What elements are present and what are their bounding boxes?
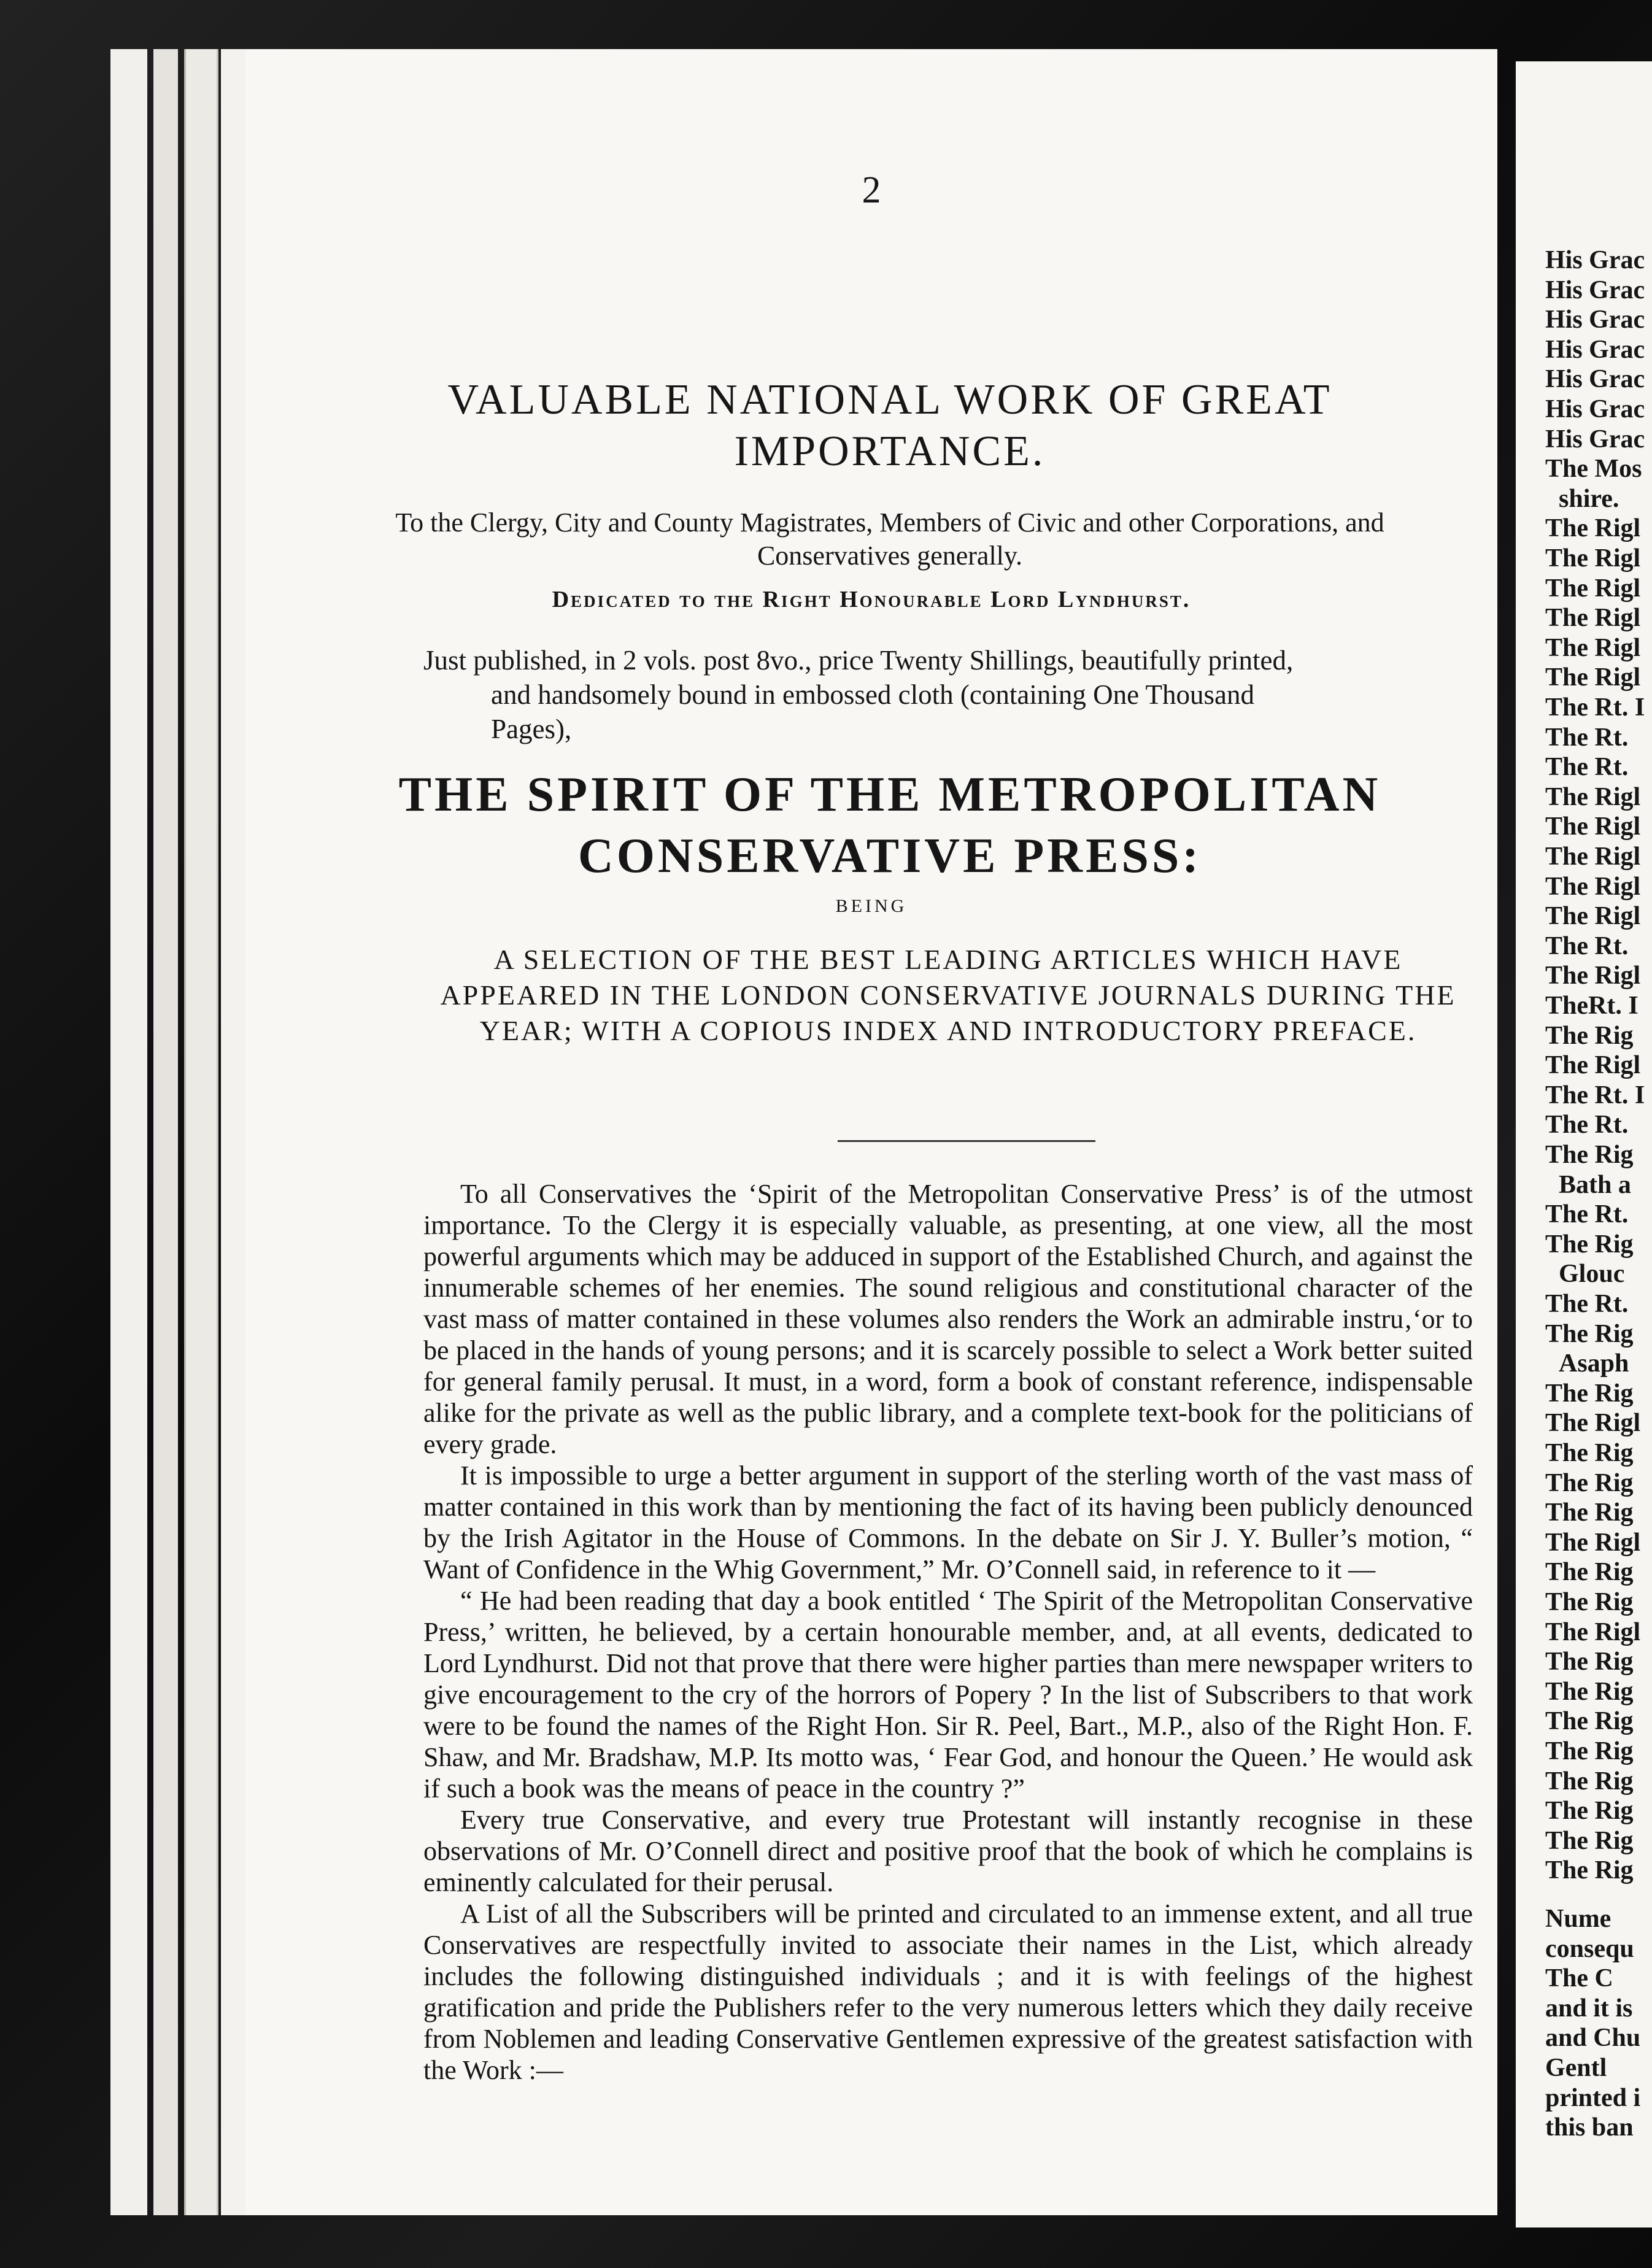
facing-page	[1516, 61, 1652, 2228]
book-title: THE SPIRIT OF THE METROPOLITAN CONSERVATIVE PRESS:	[398, 768, 1381, 883]
facing-page-line: The Rigl	[1545, 962, 1641, 990]
facing-page-line: and Chu	[1545, 2024, 1641, 2053]
facing-page-line: Asaph	[1559, 1349, 1629, 1378]
heading: VALUABLE NATIONAL WORK OF GREAT IMPORTANCE.	[447, 376, 1332, 475]
facing-page-line: The Rigl	[1545, 574, 1641, 603]
facing-page-line: The Rigl	[1545, 544, 1641, 573]
facing-page-line: The Rig	[1545, 1648, 1634, 1676]
facing-page-line: The Rig	[1545, 1797, 1634, 1826]
facing-page-line: His Grac	[1545, 306, 1645, 334]
facing-page-line: The Rigl	[1545, 843, 1641, 871]
facing-page-line: The Rt.	[1545, 1290, 1629, 1318]
facing-page-line: printed i	[1545, 2083, 1641, 2112]
facing-page-line: The Rigl	[1545, 902, 1641, 931]
publication-details	[423, 643, 1467, 746]
facing-page-line: The Rigl	[1545, 812, 1641, 841]
facing-page-line: The Rigl	[1545, 604, 1641, 633]
facing-page-line: The Rigl	[1545, 782, 1641, 811]
book-edge-inner	[221, 49, 247, 2215]
facing-page-line: His Grac	[1545, 395, 1645, 423]
facing-page-line: The Rig	[1545, 1707, 1634, 1736]
facing-page-line: His Grac	[1545, 276, 1645, 304]
paragraph: To all Conservatives the ‘Spirit of the Metropolitan Conservative Press’ is of the utmost importance. To the Clergy it is especially valuable, as presenting, at one view, all the most powerful arguments which may be adduced in support of the Established Church, and against the innumerable schemes of her enemies. The sound religious and constitutional character of the vast mass of matter contained in these volumes also renders the Work an admirable instru‚‘or to be placed in the hands of young persons; and it is scarcely possible to select a Work better suited for general family perusal. It must, in a word, form a book of constant reference, indispensable alike for the private as well as the public library, and a complete text-book for the politicians of every grade.	[423, 1179, 1473, 1459]
facing-page-line: Nume	[1545, 1905, 1611, 1933]
facing-page-line: The Rt.	[1545, 1200, 1629, 1229]
facing-page-line: His Grac	[1545, 246, 1645, 274]
facing-page-line: The Rig	[1545, 1141, 1634, 1169]
facing-page-line: The Mos	[1545, 455, 1642, 484]
paragraph: Every true Conservative, and every true Protestant will instantly recognise in these observations of Mr. O’Connell direct and positive proof that the book of which he complains is eminently calculated for their perusal.	[423, 1805, 1473, 1897]
dedication: Dedicated to the Right Honourable Lord Lyndhurst.	[552, 587, 1191, 612]
facing-page-line: The C	[1545, 1964, 1613, 1993]
facing-page-line: this ban	[1545, 2113, 1634, 2142]
facing-page-line: His Grac	[1545, 425, 1645, 453]
facing-page-line: The Rt.	[1545, 932, 1629, 960]
facing-page-line: The Rigl	[1545, 1528, 1641, 1557]
paragraph: It is impossible to urge a better argument in support of the sterling worth of the vast mass of matter contained in this work than by mentioning the fact of its having been publicly denounced by the Irish Agitator in the House of Commons. In the debate on Sir J. Y. Buller’s motion, “ Want of Confidence in the Whig Government,” Mr. O’Connell said, in reference to it —	[423, 1460, 1473, 1584]
facing-page-line: The Rig	[1545, 1498, 1634, 1527]
facing-page-line: Glouc	[1559, 1260, 1625, 1289]
facing-page-line: The Rt.	[1545, 723, 1629, 752]
facing-page-line: The Rigl	[1545, 1618, 1641, 1646]
facing-page-line: The Rig	[1545, 1558, 1634, 1587]
facing-page-line: The Rigl	[1545, 633, 1641, 662]
divider-rule	[838, 1140, 1095, 1142]
facing-page-line: shire.	[1559, 484, 1619, 513]
book-edge-gutter	[184, 49, 218, 2215]
facing-page-line: The Rig	[1545, 1439, 1634, 1467]
paragraph: A List of all the Subscribers will be printed and circulated to an immense extent, and all true Conservatives are respectfully invited to associate their names in the List, which already includes the following distinguished individuals ; and it is with feelings of the highest gratification and pride the Publishers refer to the very numerous letters which they daily receive from Noblemen and leading Conservative Gentlemen expressive of the greatest satisfaction with the Work :—	[423, 1899, 1473, 2085]
book-subtitle: A SELECTION OF THE BEST LEADING ARTICLES WHICH HAVE APPEARED IN THE LONDON CONSERVATIVE JOURNALS DURING THE YEAR; WITH A COPIOUS INDEX AND INTRODUCTORY PREFACE.	[440, 944, 1456, 1046]
facing-page-line: The Rig	[1545, 1677, 1634, 1706]
facing-page-line: The Rig	[1545, 1468, 1634, 1497]
publication-line: Just published, in 2 vols. post 8vo., price Twenty Shillings, beautifully printed,	[423, 645, 1294, 676]
facing-page-line: The Rig	[1545, 1588, 1634, 1616]
facing-page-line: Bath a	[1559, 1170, 1631, 1199]
book-edge-outer	[110, 49, 147, 2215]
facing-page-line: The Rt.	[1545, 753, 1629, 782]
facing-page-line: The Rigl	[1545, 1409, 1641, 1438]
facing-page-line: The Rig	[1545, 1856, 1634, 1885]
facing-page-line: Gentl	[1545, 2054, 1607, 2082]
facing-page-line: The Rigl	[1545, 872, 1641, 901]
facing-page-line: His Grac	[1545, 335, 1645, 364]
being-label: BEING	[835, 896, 908, 916]
facing-page-line: The Rt. I	[1545, 1081, 1645, 1109]
facing-page-line: The Rig	[1545, 1737, 1634, 1765]
facing-page-line: The Rig	[1545, 1379, 1634, 1408]
facing-page-line: The Rig	[1545, 1826, 1634, 1855]
publication-line: and handsomely bound in embossed cloth (containing One Thousand	[491, 679, 1254, 710]
facing-page-line: The Rt. I	[1545, 693, 1645, 722]
facing-page-line: TheRt. I	[1545, 992, 1638, 1020]
facing-page-line: The Rig	[1545, 1230, 1634, 1259]
facing-page-line: The Rig	[1545, 1021, 1634, 1050]
facing-page-line: and it is	[1545, 1994, 1633, 2023]
facing-page-line: His Grac	[1545, 365, 1645, 394]
page-number: 2	[862, 169, 881, 211]
facing-page-line: The Rt.	[1545, 1111, 1629, 1140]
address-line: To the Clergy, City and County Magistrates, Members of Civic and other Corporations, and Conservatives generally.	[395, 507, 1384, 571]
facing-page-line: The Rig	[1545, 1767, 1634, 1796]
facing-page-line: consequ	[1545, 1934, 1634, 1963]
facing-page-line: The Rigl	[1545, 514, 1641, 543]
paragraph: “ He had been reading that day a book entitled ‘ The Spirit of the Metropolitan Conservative Press,’ written, he believed, by a certain honourable member, and, at all events, dedicated to Lord Lyndhurst. Did not that prove that there were higher parties than mere newspaper writers to give encouragement to the cry of the horrors of Popery ? In the list of Subscribers to that work were to be found the names of the Right Hon. Sir R. Peel, Bart., M.P., also of the Right Hon. F. Shaw, and Mr. Bradshaw, M.P. Its motto was, ‘ Fear God, and honour the Queen.’ He would ask if such a book was the means of peace in the country ?”	[423, 1586, 1473, 1803]
main-page	[245, 49, 1497, 2215]
facing-page-line: The Rigl	[1545, 663, 1641, 692]
body-text	[423, 1178, 1473, 2086]
book-edge-middle	[153, 49, 178, 2215]
facing-page-line: The Rig	[1545, 1319, 1634, 1348]
facing-page-line: The Rigl	[1545, 1051, 1641, 1080]
publication-line: Pages),	[491, 714, 572, 744]
